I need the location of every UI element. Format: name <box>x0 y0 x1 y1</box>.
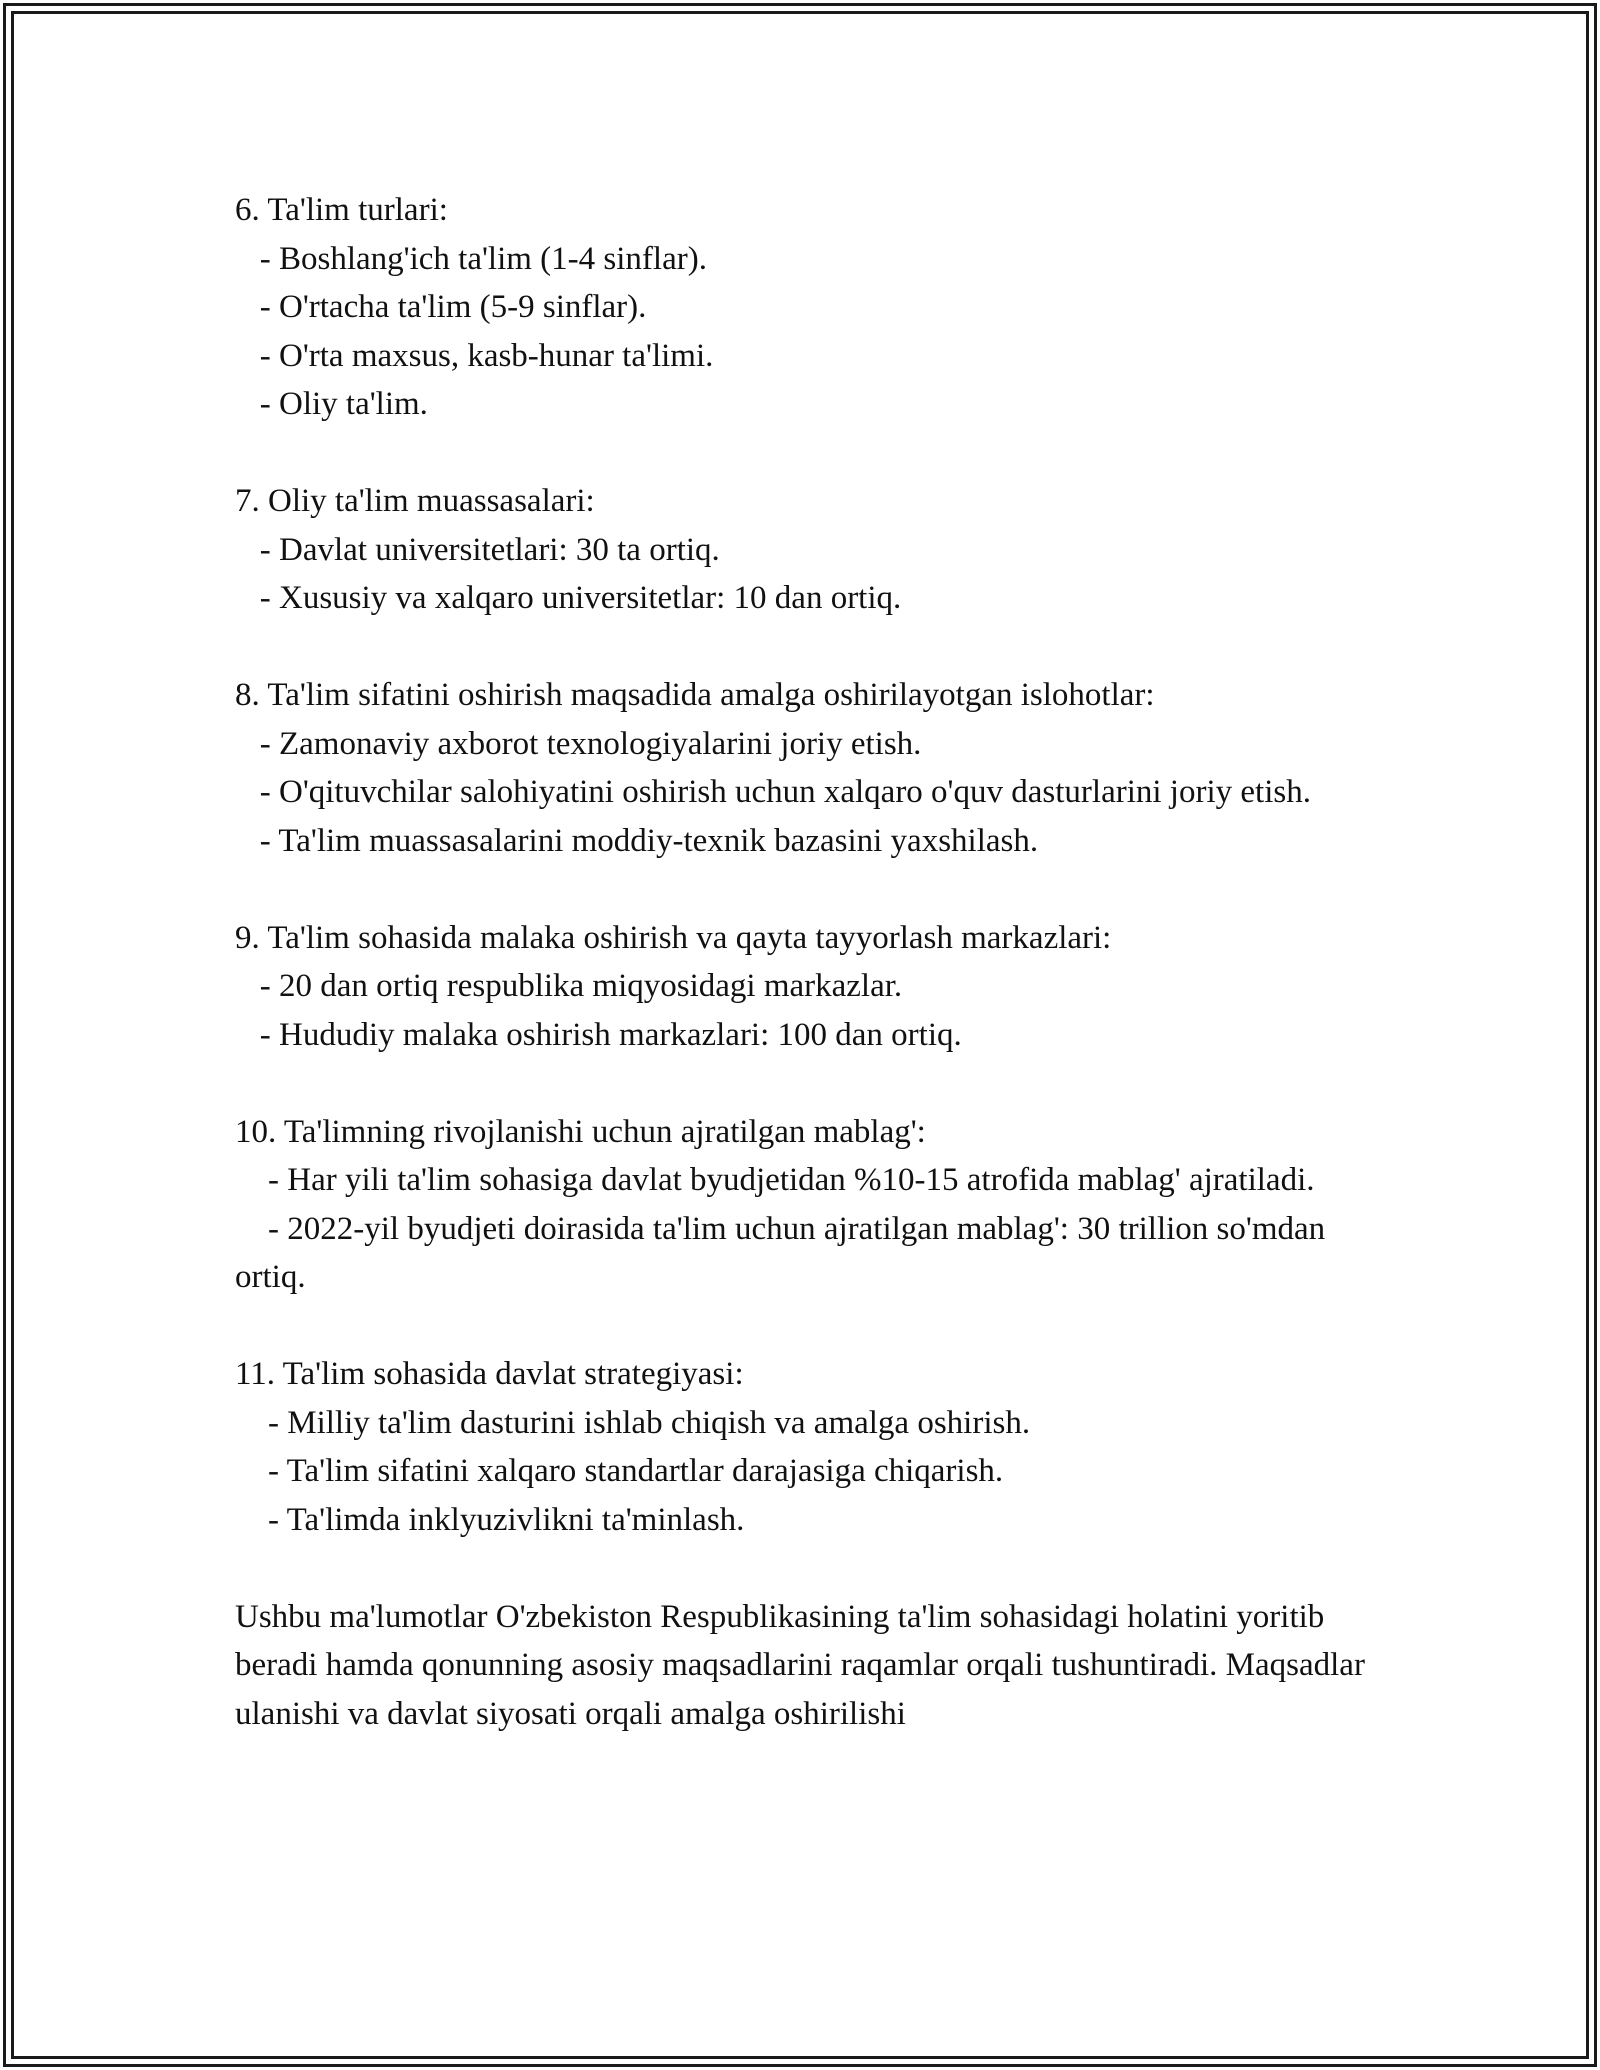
list-item: - O'rta maxsus, kasb-hunar ta'limi. <box>235 337 714 374</box>
list-item: - Milliy ta'lim dasturini ishlab chiqish va amalga oshirish. <box>235 1404 1031 1441</box>
section-10 <box>235 1108 1385 1302</box>
list-item: - Davlat universitetlari: 30 ta ortiq. <box>235 531 720 568</box>
list-item: - 20 dan ortiq respublika miqyosidagi markazlar. <box>235 968 903 1004</box>
section-heading: 10. Ta'limning rivojlanishi uchun ajratilgan mablag': <box>235 1113 926 1150</box>
list-item: - O'qituvchilar salohiyatini oshirish uchun xalqaro o'quv dasturlarini joriy etish. <box>235 774 1311 810</box>
section-heading: 11. Ta'lim sohasida davlat strategiyasi: <box>235 1356 744 1392</box>
section-heading: 7. Oliy ta'lim muassasalari: <box>235 483 595 519</box>
list-item: - 2022-yil byudjeti doirasida ta'lim uchun ajratilgan mablag': 30 trillion so'mdan ortiq. <box>235 1210 1334 1295</box>
list-item: - Ta'lim sifatini xalqaro standartlar darajasiga chiqarish. <box>235 1453 1004 1489</box>
list-item: - Zamonaviy axborot texnologiyalarini joriy etish. <box>235 725 922 762</box>
section-11 <box>235 1350 1385 1544</box>
list-item: - O'rtacha ta'lim (5-9 sinflar). <box>235 289 647 325</box>
list-item: - Ta'lim muassasalarini moddiy-texnik bazasini yaxshilash. <box>235 822 1039 859</box>
closing-paragraph: Ushbu ma'lumotlar O'zbekiston Respublikasining ta'lim sohasidagi holatini yoritib beradi hamda qonunning asosiy maqsadlarini raqamlar orqali tushuntiradi. Maqsadlar ulanishi va davlat siyosati orqali amalga oshirilishi <box>235 1598 1365 1732</box>
section-heading: 6. Ta'lim turlari: <box>235 192 448 228</box>
list-item: - Har yili ta'lim sohasiga davlat byudjetidan %10-15 atrofida mablag' ajratiladi. <box>235 1162 1315 1198</box>
list-item: - Hududiy malaka oshirish markazlari: 100 dan ortiq. <box>235 1016 962 1053</box>
section-heading: 9. Ta'lim sohasida malaka oshirish va qayta tayyorlash markazlari: <box>235 919 1112 956</box>
section-9 <box>235 914 1385 1060</box>
document-body <box>235 186 1385 1738</box>
list-item: - Oliy ta'lim. <box>235 386 428 422</box>
list-item: - Ta'limda inklyuzivlikni ta'minlash. <box>235 1501 745 1538</box>
section-heading: 8. Ta'lim sifatini oshirish maqsadida amalga oshirilayotgan islohotlar: <box>235 677 1155 713</box>
list-item: - Boshlang'ich ta'lim (1-4 sinflar). <box>235 240 707 277</box>
section-7 <box>235 477 1385 623</box>
section-8 <box>235 671 1385 865</box>
section-6 <box>235 186 1385 429</box>
list-item: - Xususiy va xalqaro universitetlar: 10 dan ortiq. <box>235 580 902 616</box>
